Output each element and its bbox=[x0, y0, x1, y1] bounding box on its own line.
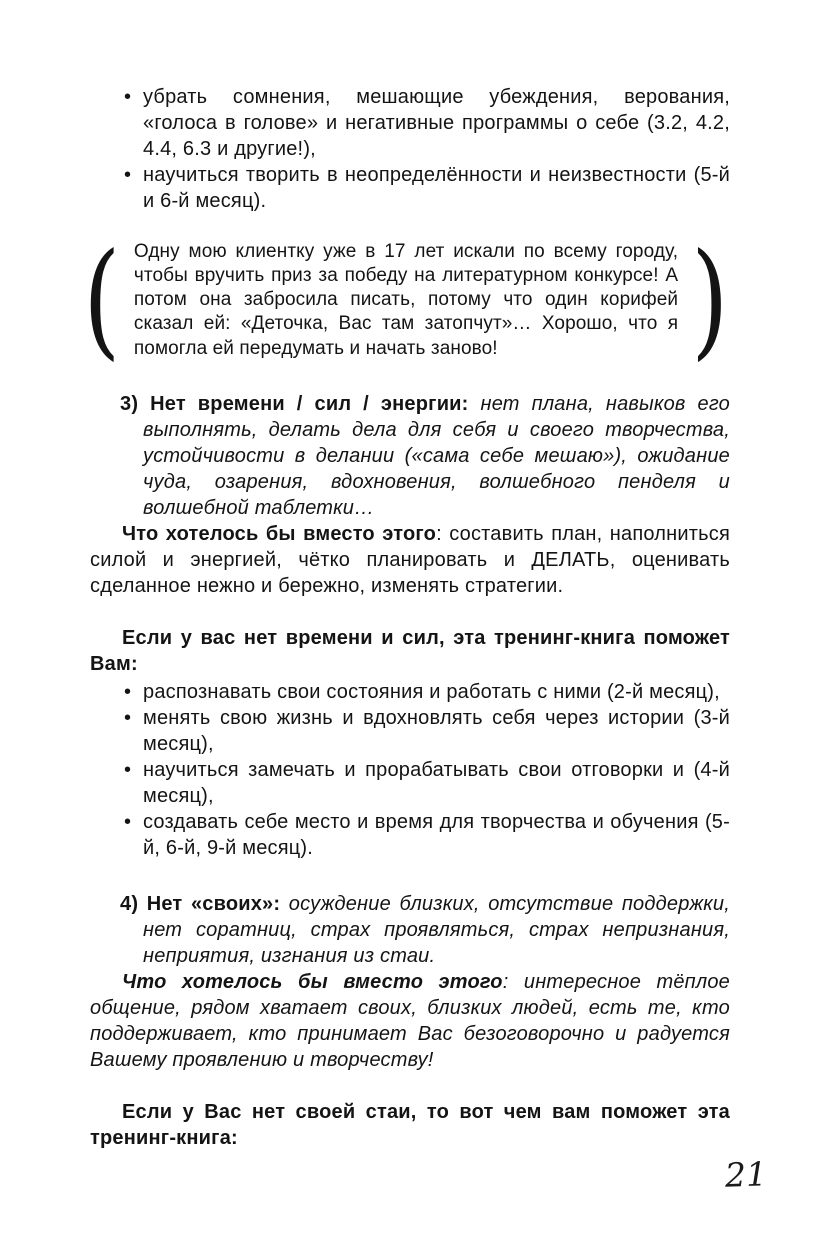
want-instead-text: : составить план, наполниться силой и энергией, чётко планировать и ДЕЛАТЬ, оценивать сделанное нежно и бережно, изменять стратегии. bbox=[90, 522, 730, 597]
want-instead-label: Что хотелось бы вместо этого bbox=[122, 522, 437, 545]
list-item bbox=[90, 705, 730, 757]
bullet-text: распознавать свои состояния и работать с ними (2-й месяц), bbox=[143, 680, 720, 703]
want-instead-text: : интересное тёплое общение, рядом хватает своих, близких людей, есть те, кто поддерживает, кто принимает Вас безоговорочно и радуется Вашему проявлению и творчеству! bbox=[90, 970, 730, 1071]
problem-4-paragraph bbox=[120, 891, 730, 969]
problem-3-bullet-list bbox=[90, 679, 730, 861]
bullet-text: научиться замечать и прорабатывать свои отговорки и (4-й месяц), bbox=[143, 758, 730, 807]
problem-4-description: осуждение близких, отсутствие поддержки, нет соратниц, страх проявляться, страх непризнания, неприятия, изгнания из стаи. bbox=[143, 892, 730, 967]
problem-3-help-heading: Если у вас нет времени и сил, эта тренинг-книга поможет Вам: bbox=[90, 626, 730, 675]
bullet-marker: • bbox=[124, 680, 132, 703]
bullet-text: убрать сомнения, мешающие убеждения, верования, «голоса в голове» и негативные программы о себе (3.2, 4.2, 4.4, 6.3 и другие!), bbox=[143, 86, 730, 160]
intro-bullet-list bbox=[90, 84, 730, 214]
right-brace-decoration: ) bbox=[691, 227, 729, 374]
bullet-text: создавать себе место и время для творчества и обучения (5-й, 6-й, 9-й месяц). bbox=[143, 810, 730, 859]
problem-3-label: 3) Нет времени / сил / энергии: bbox=[120, 392, 469, 415]
problem-4-help-heading: Если у Вас нет своей стаи, то вот чем вам поможет эта тренинг-книга: bbox=[90, 1100, 730, 1149]
bullet-text: менять свою жизнь и вдохновлять себя через истории (3-й месяц), bbox=[143, 706, 730, 755]
bullet-marker: • bbox=[124, 758, 132, 781]
quote-text: Одну мою клиентку уже в 17 лет искали по всему городу, чтобы вручить приз за победу на литературном конкурсе! А потом она забросила писать, потому что один корифей сказал ей: «Деточка, Вас там затопчут»… Хорошо, что я помогла ей передумать и начать заново! bbox=[133, 241, 679, 359]
problem-3-paragraph bbox=[120, 391, 730, 521]
want-instead-label: Что хотелось бы вместо этого bbox=[122, 970, 503, 993]
problem-3-description: нет плана, навыков его выполнять, делать дела для себя и своего творчества, устойчивости в делании («сама себе мешаю»), ожидание чуда, озарения, вдохновения, волшебного пенделя и волшебной таблетки… bbox=[143, 392, 730, 519]
list-item bbox=[90, 162, 730, 214]
list-item bbox=[90, 84, 730, 162]
bullet-marker: • bbox=[124, 706, 132, 729]
problem-4-want-paragraph bbox=[90, 969, 730, 1073]
list-item bbox=[90, 757, 730, 809]
list-item bbox=[90, 679, 730, 705]
client-story-pull-quote bbox=[76, 227, 736, 374]
bullet-marker: • bbox=[124, 164, 132, 186]
page-content bbox=[83, 84, 730, 1153]
bullet-text: научиться творить в неопределённости и неизвестности (5-й и 6-й месяц). bbox=[143, 164, 730, 212]
bullet-marker: • bbox=[124, 86, 132, 108]
left-brace-decoration: ( bbox=[83, 227, 121, 374]
page-number: 21 bbox=[724, 1154, 768, 1195]
problem-3-want-paragraph bbox=[90, 521, 730, 599]
list-item bbox=[90, 809, 730, 861]
problem-4-label: 4) Нет «своих»: bbox=[120, 892, 281, 915]
bullet-marker: • bbox=[124, 810, 132, 833]
